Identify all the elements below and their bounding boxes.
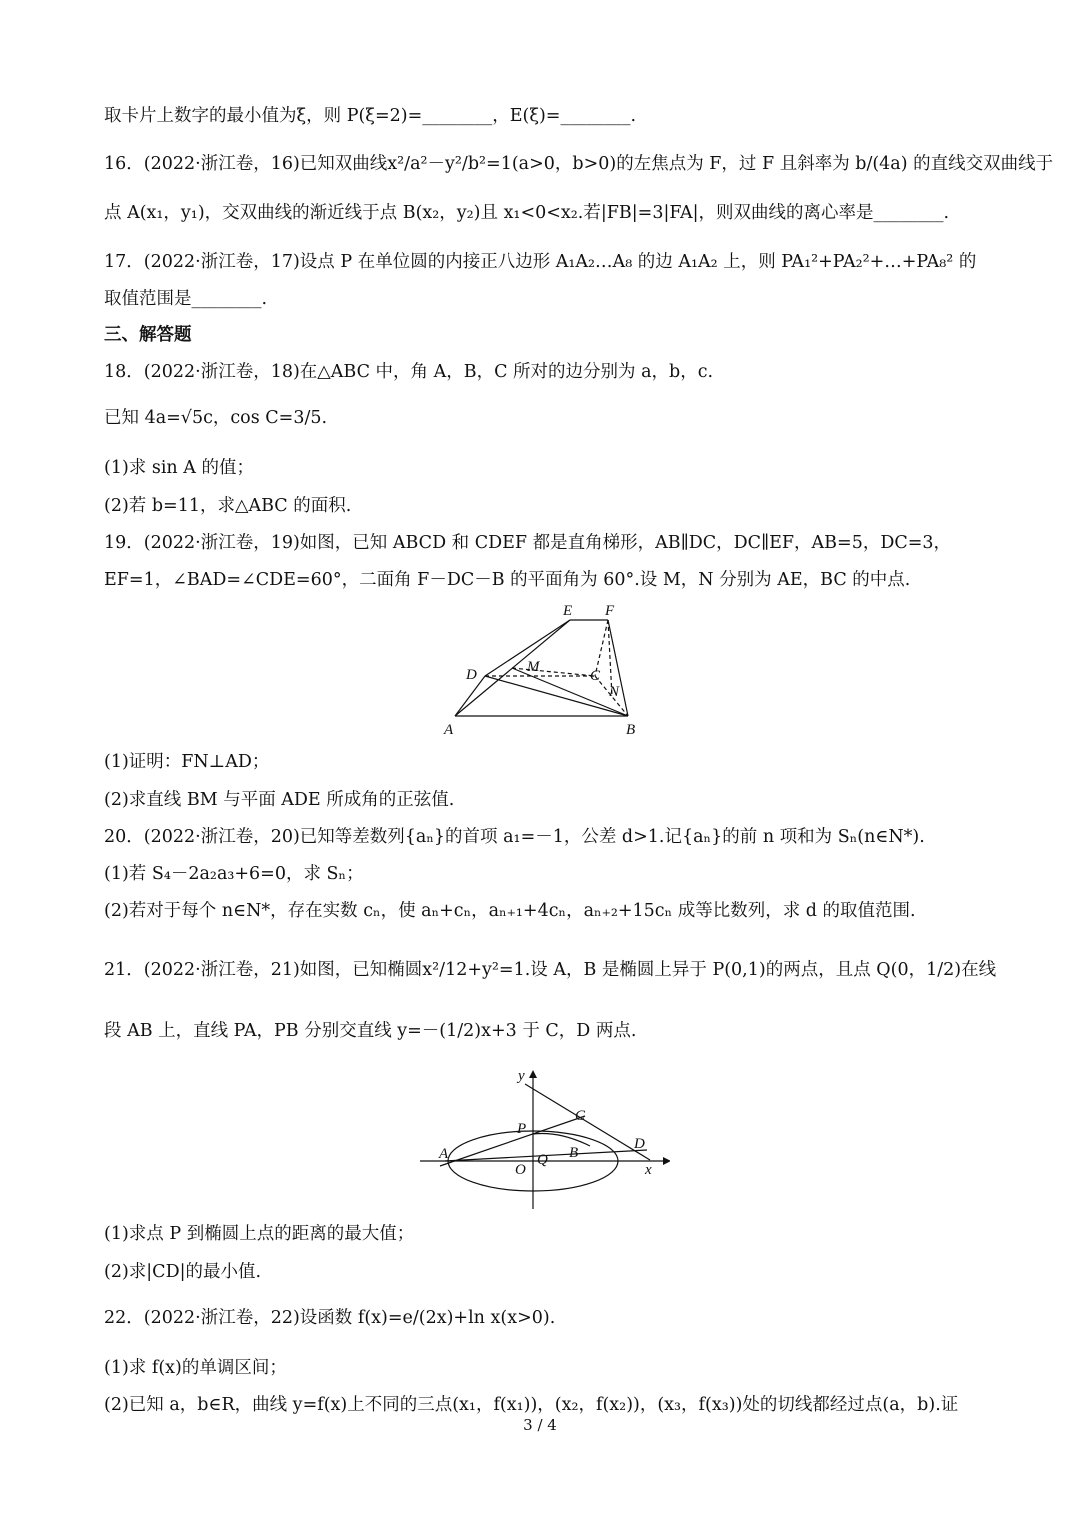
label-E: E — [563, 603, 573, 619]
text-line: (1)求点 P 到椭圆上点的距离的最大值； — [104, 1224, 415, 1244]
label-A: A — [444, 722, 454, 738]
text-line: 取卡片上数字的最小值为ξ，则 P(ξ=2)=________，E(ξ)=________. — [104, 106, 637, 126]
problem-19: 19．(2022·浙江卷，19)如图，已知 ABCD 和 CDEF 都是直角梯形，AB∥DC，DC∥EF，AB=5，DC=3， — [104, 533, 952, 553]
text-line: (1)求 sin A 的值； — [104, 458, 254, 478]
edge-DB — [485, 676, 628, 716]
label-D: D — [634, 1136, 645, 1152]
figure-21-diagram — [415, 1066, 670, 1214]
label-O: O — [515, 1162, 526, 1178]
problem-18: 18．(2022·浙江卷，18)在△ABC 中，角 A，B，C 所对的边分别为 a，b，c. — [104, 362, 714, 382]
label-x: x — [645, 1162, 652, 1178]
page-number: 3 / 4 — [523, 1416, 557, 1434]
label-B: B — [626, 722, 636, 738]
problem-21: 21．(2022·浙江卷，21)如图，已知椭圆x²/12+y²=1.设 A，B 是椭圆上异于 P(0,1)的两点，且点 Q(0，1/2)在线 — [104, 960, 997, 980]
text-line: 点 A(x₁，y₁)，交双曲线的渐近线于点 B(x₂，y₂)且 x₁<0<x₂.若|FB|=3|FA|，则双曲线的离心率是________. — [104, 203, 950, 223]
text-line: (2)已知 a，b∈R，曲线 y=f(x)上不同的三点(x₁，f(x₁))，(x₂，f(x₂))，(x₃，f(x₃))处的切线都经过点(a，b).证 — [104, 1395, 959, 1415]
text-line: 已知 4a=√5c，cos C=3/5. — [104, 408, 328, 428]
text-line: (2)求|CD|的最小值. — [104, 1262, 262, 1282]
label-D: D — [466, 667, 477, 683]
label-F: F — [605, 603, 615, 619]
label-M: M — [527, 659, 540, 675]
problem-20: 20．(2022·浙江卷，20)已知等差数列{aₙ}的首项 a₁=－1，公差 d>1.记{aₙ}的前 n 项和为 Sₙ(n∈N*). — [104, 827, 925, 847]
text-line: (1)证明：FN⊥AD； — [104, 752, 270, 772]
section-heading: 三、解答题 — [104, 325, 192, 345]
edge-FB — [608, 620, 628, 716]
label-C: C — [590, 668, 601, 684]
line-AC — [440, 1116, 585, 1166]
edge-MC — [512, 668, 595, 676]
label-A: A — [439, 1146, 449, 1162]
text-line: 取值范围是________. — [104, 289, 268, 309]
line-CD — [525, 1084, 650, 1160]
problem-16: 16．(2022·浙江卷，16)已知双曲线x²/a²－y²/b²=1(a>0，b>0)的左焦点为 F，过 F 且斜率为 b/(4a) 的直线交双曲线于 — [104, 154, 1054, 174]
label-y: y — [518, 1068, 525, 1084]
text-line: EF=1，∠BAD=∠CDE=60°，二面角 F－DC－B 的平面角为 60°.设 M，N 分别为 AE，BC 的中点. — [104, 570, 911, 590]
text-line: (2)若 b=11，求△ABC 的面积. — [104, 496, 352, 516]
figure-19-diagram — [430, 598, 650, 743]
text-line: (1)若 S₄－2a₂a₃+6=0，求 Sₙ； — [104, 864, 364, 884]
label-P: P — [517, 1121, 527, 1137]
label-C: C — [575, 1108, 586, 1124]
text-line: (1)求 f(x)的单调区间； — [104, 1358, 287, 1378]
text-line: (2)求直线 BM 与平面 ADE 所成角的正弦值. — [104, 790, 455, 810]
line-PB — [533, 1134, 590, 1147]
text-line: 段 AB 上，直线 PA，PB 分别交直线 y=－(1/2)x+3 于 C，D 两点. — [104, 1021, 637, 1041]
text-line: (2)若对于每个 n∈N*，存在实数 cₙ，使 aₙ+cₙ，aₙ₊₁+4cₙ，aₙ₊₂+15cₙ 成等比数列，求 d 的取值范围. — [104, 901, 916, 921]
label-N: N — [609, 684, 620, 700]
problem-17: 17．(2022·浙江卷，17)设点 P 在单位圆的内接正八边形 A₁A₂…A₈ 的边 A₁A₂ 上，则 PA₁²+PA₂²+…+PA₈² 的 — [104, 252, 977, 272]
label-B: B — [569, 1145, 579, 1161]
problem-22: 22．(2022·浙江卷，22)设函数 f(x)=e/(2x)+ln x(x>0). — [104, 1308, 556, 1328]
label-Q: Q — [537, 1152, 548, 1168]
